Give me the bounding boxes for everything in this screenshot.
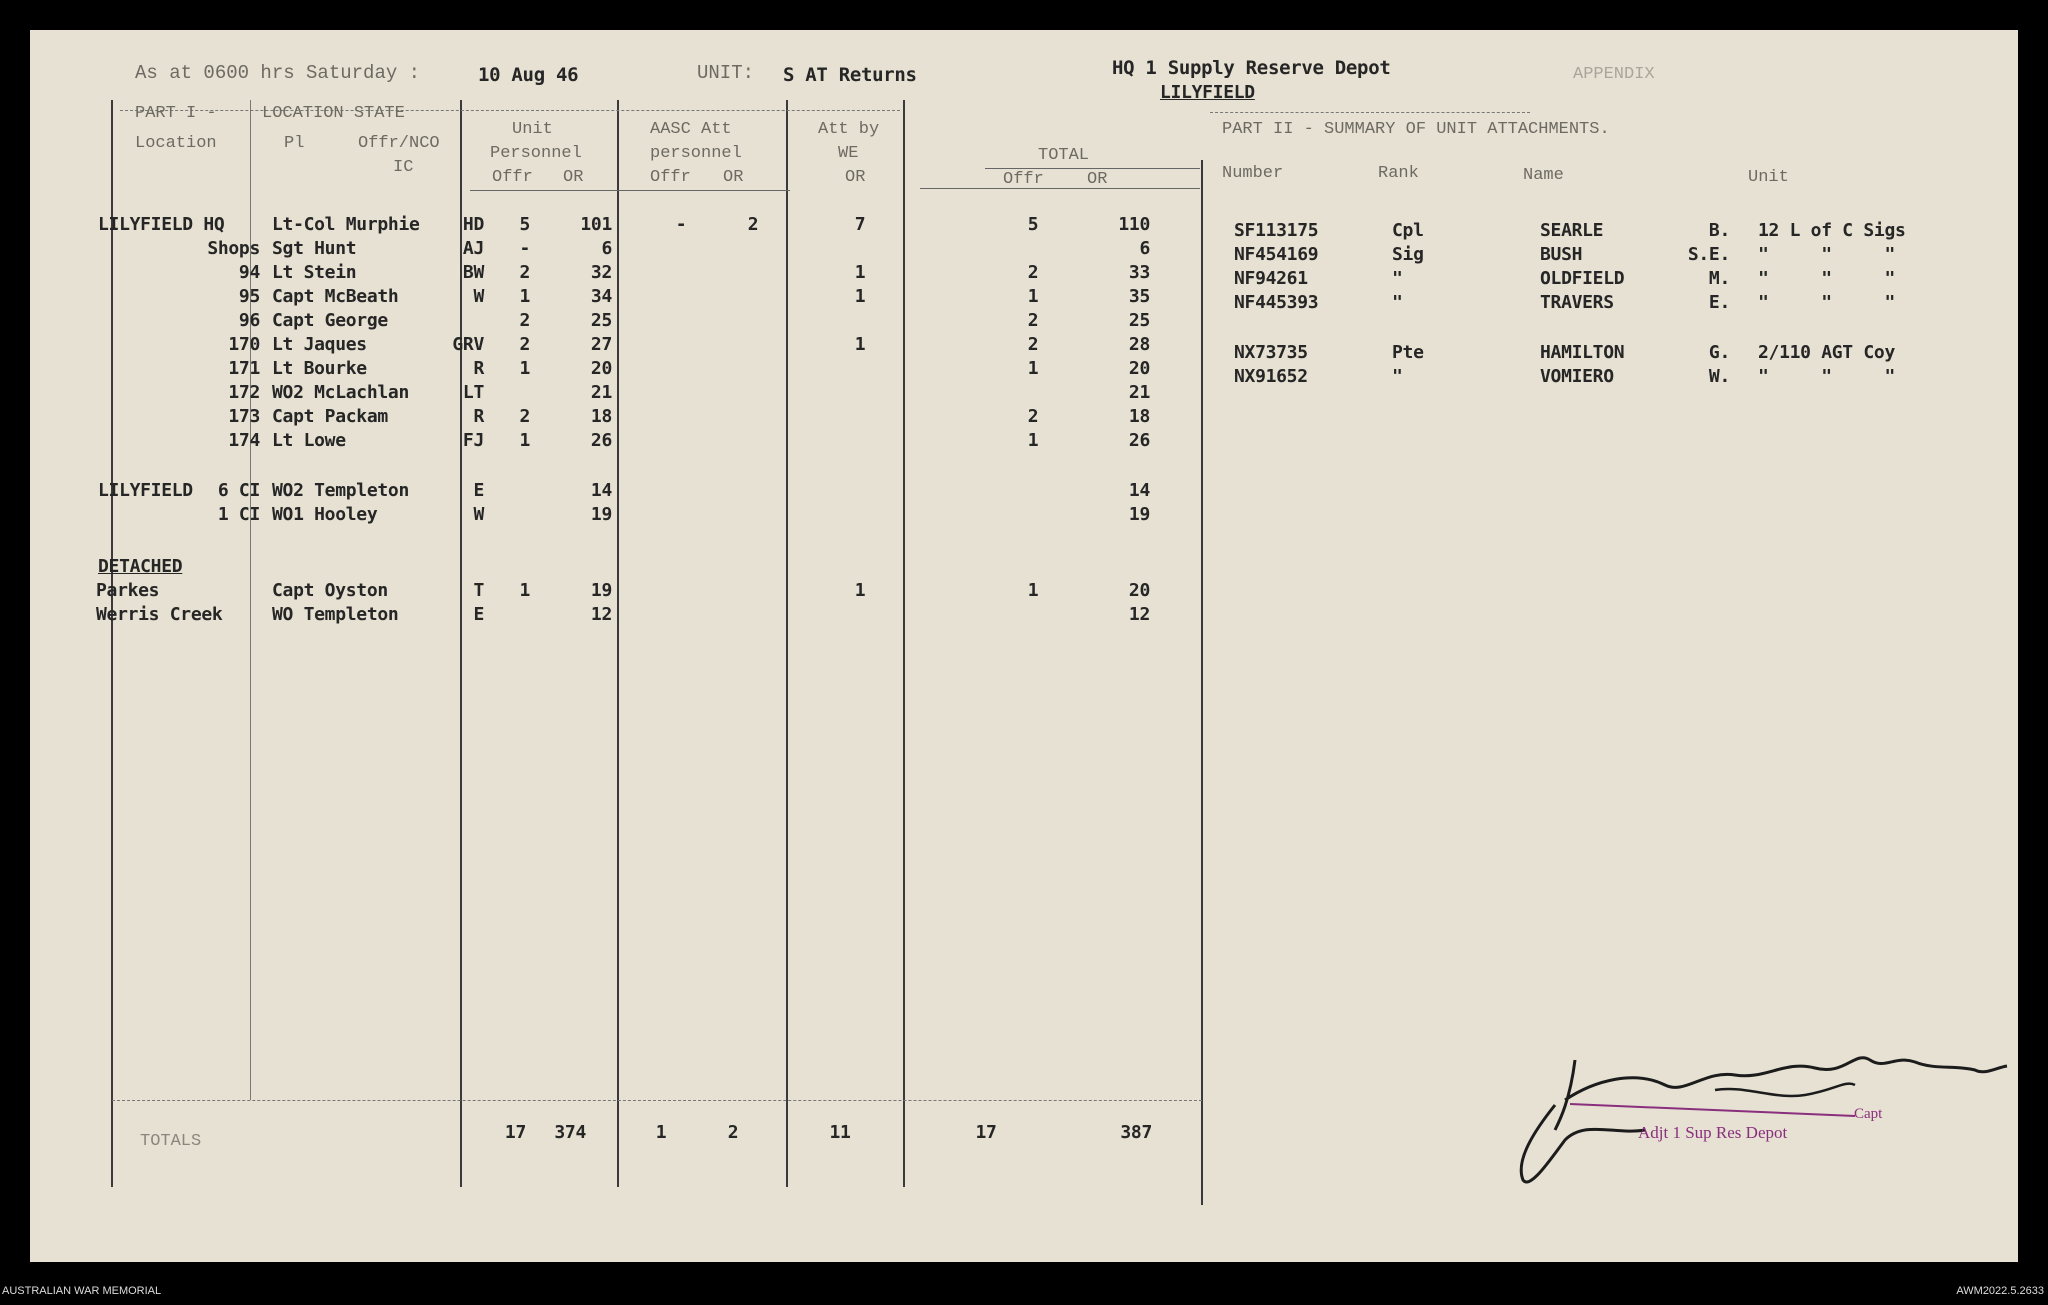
surname-cell: OLDFIELD	[1540, 268, 1625, 289]
officer-in-charge-cell: WO1 Hooley	[272, 504, 378, 525]
initials-cell: FJ	[462, 430, 484, 451]
officer-in-charge-cell: Lt Lowe	[272, 430, 346, 451]
rank-cell: "	[1392, 292, 1403, 313]
total-or-cell: 33	[1128, 262, 1150, 283]
footer-id: AWM2022.5.2633	[1956, 1285, 2044, 1297]
service-number-cell: NF454169	[1234, 244, 1319, 265]
service-number-cell: NF445393	[1234, 292, 1319, 313]
platoon-cell: 172	[228, 382, 260, 403]
rank-cell: Cpl	[1392, 220, 1424, 241]
part1-title: PART I -	[135, 104, 217, 123]
attwe-or-cell: 1	[854, 286, 866, 307]
totals-label: TOTALS	[140, 1132, 202, 1151]
unit-cell: " " "	[1758, 292, 1895, 313]
total-offr-cell: 2	[1027, 262, 1039, 283]
total-or-cell: 110	[1118, 214, 1150, 235]
col-divider	[903, 100, 905, 1187]
total-or-cell: 20	[1128, 580, 1150, 601]
col-total-header: TOTAL	[1038, 146, 1090, 165]
platoon-cell: 171	[228, 358, 260, 379]
unit-or-cell: 19	[590, 504, 612, 525]
unit-or-cell: 19	[590, 580, 612, 601]
unit-offr-cell: 2	[519, 310, 530, 331]
officer-in-charge-cell: Lt Bourke	[272, 358, 367, 379]
unit-or-cell: 101	[580, 214, 612, 235]
signature-drawing	[1515, 1040, 2015, 1200]
unit-or-cell: 20	[590, 358, 612, 379]
unit-or-cell: 14	[590, 480, 612, 501]
platoon-cell: 96	[238, 310, 260, 331]
officer-in-charge-cell: Sgt Hunt	[272, 238, 357, 259]
unit-cell: " " "	[1758, 244, 1895, 265]
total-or-cell: 14	[1128, 480, 1150, 501]
sub-or: OR	[1087, 170, 1108, 189]
subheader-rule	[470, 190, 790, 191]
total-aasc-offr: 1	[655, 1122, 667, 1143]
initial-cell: G.	[1708, 342, 1730, 363]
surname-cell: HAMILTON	[1540, 342, 1625, 363]
service-number-cell: SF113175	[1234, 220, 1319, 241]
location-cell: DETACHED	[98, 556, 183, 577]
col-divider	[1201, 160, 1203, 1205]
unit-or-cell: 12	[590, 604, 612, 625]
col-pl-header: Pl	[284, 134, 305, 153]
col-attwe-header-b: WE	[838, 144, 859, 163]
officer-in-charge-cell: WO2 McLachlan	[272, 382, 409, 403]
platoon-cell: 174	[228, 430, 260, 451]
total-offr-cell: 2	[1027, 310, 1039, 331]
surname-cell: VOMIERO	[1540, 366, 1614, 387]
total-unit-offr: 17	[504, 1122, 526, 1143]
initials-cell: LT	[462, 382, 484, 403]
rank-cell: "	[1392, 268, 1403, 289]
col-unit-header: Unit	[1748, 168, 1789, 187]
signature-title-stamp: Adjt 1 Sup Res Depot	[1638, 1123, 1788, 1142]
total-or-cell: 18	[1128, 406, 1150, 427]
initials-cell: R	[473, 406, 484, 427]
col-rank-header: Rank	[1378, 164, 1419, 183]
initials-cell: W	[473, 286, 484, 307]
col-divider	[617, 100, 619, 1187]
col-attwe-header: Att by	[818, 120, 880, 139]
col-aasc-header: AASC Att	[650, 120, 732, 139]
total-offr-cell: 2	[1027, 334, 1039, 355]
total-or-cell: 19	[1128, 504, 1150, 525]
total-unit-or: 374	[554, 1122, 586, 1143]
unit-value: S AT Returns	[783, 64, 917, 86]
rank-cell: Pte	[1392, 342, 1424, 363]
total-or-cell: 21	[1128, 382, 1150, 403]
platoon-cell: 94	[238, 262, 260, 283]
unit-offr-cell: 1	[519, 580, 530, 601]
unit-or-cell: 32	[590, 262, 612, 283]
platoon-cell: Shops	[207, 238, 260, 259]
unit-offr-cell: 1	[519, 430, 530, 451]
attwe-or-cell: 1	[854, 580, 866, 601]
total-or-cell: 26	[1128, 430, 1150, 451]
unit-offr-cell: 1	[519, 286, 530, 307]
platoon-cell: 95	[238, 286, 260, 307]
total-total-offr: 17	[975, 1122, 997, 1143]
hq-location: LILYFIELD	[1160, 82, 1255, 103]
platoon-cell: 6 CI	[217, 480, 260, 501]
sub-or: OR	[723, 168, 744, 187]
officer-in-charge-cell: Lt Stein	[272, 262, 357, 283]
initials-cell: AJ	[462, 238, 484, 259]
initials-cell: BW	[462, 262, 484, 283]
unit-cell: " " "	[1758, 366, 1895, 387]
initial-cell: B.	[1708, 220, 1730, 241]
sub-offr: Offr	[650, 168, 691, 187]
total-offr-cell: 2	[1027, 406, 1039, 427]
sub-offr: Offr	[1003, 170, 1044, 189]
surname-cell: SEARLE	[1540, 220, 1604, 241]
unit-label: UNIT:	[697, 62, 755, 84]
unit-or-cell: 27	[590, 334, 612, 355]
unit-or-cell: 25	[590, 310, 612, 331]
rank-cell: Sig	[1392, 244, 1424, 265]
unit-offr-cell: 2	[519, 262, 530, 283]
initials-cell: T	[473, 580, 484, 601]
sub-or: OR	[563, 168, 584, 187]
platoon-cell: 1 CI	[217, 504, 260, 525]
attwe-or-cell: 7	[854, 214, 866, 235]
col-number-header: Number	[1222, 164, 1284, 183]
col-aasc-header-b: personnel	[650, 144, 742, 163]
footer-source: AUSTRALIAN WAR MEMORIAL	[2, 1285, 162, 1297]
initial-cell: M.	[1708, 268, 1730, 289]
col-unit-header: Unit	[512, 120, 553, 139]
total-or-cell: 12	[1128, 604, 1150, 625]
attwe-or-cell: 1	[854, 334, 866, 355]
aasc-offr-cell: -	[675, 214, 687, 235]
officer-in-charge-cell: Capt McBeath	[272, 286, 399, 307]
totals-rule	[112, 1100, 1202, 1101]
location-cell: LILYFIELD	[98, 480, 193, 501]
total-attwe-or: 11	[829, 1122, 851, 1143]
unit-offr-cell: 5	[519, 214, 530, 235]
initial-cell: S.E.	[1687, 244, 1730, 265]
officer-in-charge-cell: WO Templeton	[272, 604, 399, 625]
surname-cell: TRAVERS	[1540, 292, 1614, 313]
attwe-or-cell: 1	[854, 262, 866, 283]
col-offr-nco-header: Offr/NCO	[358, 134, 440, 153]
initials-cell: E	[473, 480, 484, 501]
subheader-rule	[920, 188, 1200, 189]
hq-title: HQ 1 Supply Reserve Depot	[1112, 57, 1391, 79]
total-offr-cell: 1	[1027, 358, 1039, 379]
unit-or-cell: 21	[590, 382, 612, 403]
officer-in-charge-cell: Capt Packam	[272, 406, 388, 427]
unit-offr-cell: -	[519, 238, 530, 259]
officer-in-charge-cell: WO2 Templeton	[272, 480, 409, 501]
total-or-cell: 35	[1128, 286, 1150, 307]
unit-offr-cell: 1	[519, 358, 530, 379]
report-date: 10 Aug 46	[478, 64, 579, 86]
sub-or: OR	[845, 168, 866, 187]
initial-cell: E.	[1708, 292, 1730, 313]
location-cell: LILYFIELD HQ	[98, 214, 225, 235]
col-name-header: Name	[1523, 166, 1564, 185]
platoon-cell: 173	[228, 406, 260, 427]
officer-in-charge-cell: Capt George	[272, 310, 388, 331]
platoon-cell: 170	[228, 334, 260, 355]
service-number-cell: NF94261	[1234, 268, 1308, 289]
total-offr-cell: 1	[1027, 286, 1039, 307]
total-or-cell: 6	[1139, 238, 1150, 259]
part1-subtitle: LOCATION STATE	[262, 104, 405, 123]
initial-cell: W.	[1708, 366, 1730, 387]
unit-cell: 12 L of C Sigs	[1758, 220, 1906, 241]
initials-cell: GRV	[452, 334, 484, 355]
part2-title: PART II - SUMMARY OF UNIT ATTACHMENTS.	[1222, 120, 1610, 139]
unit-or-cell: 18	[590, 406, 612, 427]
total-rule	[985, 168, 1200, 169]
total-aasc-or: 2	[727, 1122, 739, 1143]
service-number-cell: NX73735	[1234, 342, 1308, 363]
location-cell: Werris Creek	[96, 604, 223, 625]
location-cell: Parkes	[96, 580, 160, 601]
unit-or-cell: 6	[601, 238, 612, 259]
unit-offr-cell: 2	[519, 334, 530, 355]
header-rule	[120, 110, 900, 111]
total-offr-cell: 1	[1027, 430, 1039, 451]
unit-cell: " " "	[1758, 268, 1895, 289]
initials-cell: R	[473, 358, 484, 379]
total-or-cell: 28	[1128, 334, 1150, 355]
col-ic-header: IC	[393, 158, 414, 177]
initials-cell: W	[473, 504, 484, 525]
header-rule	[1210, 112, 1530, 113]
unit-or-cell: 34	[590, 286, 612, 307]
aasc-or-cell: 2	[747, 214, 759, 235]
unit-or-cell: 26	[590, 430, 612, 451]
unit-offr-cell: 2	[519, 406, 530, 427]
total-or-cell: 25	[1128, 310, 1150, 331]
col-location-header: Location	[135, 134, 217, 153]
rank-cell: "	[1392, 366, 1403, 387]
total-offr-cell: 1	[1027, 580, 1039, 601]
signature-rank: Capt	[1854, 1106, 1883, 1122]
officer-in-charge-cell: Capt Oyston	[272, 580, 388, 601]
total-or-cell: 20	[1128, 358, 1150, 379]
officer-in-charge-cell: Lt-Col Murphie	[272, 214, 420, 235]
unit-cell: 2/110 AGT Coy	[1758, 342, 1895, 363]
total-total-or: 387	[1120, 1122, 1152, 1143]
col-divider	[111, 100, 113, 1187]
appendix-label: APPENDIX	[1573, 65, 1655, 84]
surname-cell: BUSH	[1540, 244, 1583, 265]
sub-offr: Offr	[492, 168, 533, 187]
service-number-cell: NX91652	[1234, 366, 1308, 387]
col-unit-header-b: Personnel	[490, 144, 582, 163]
col-divider	[786, 100, 788, 1187]
total-offr-cell: 5	[1027, 214, 1039, 235]
initials-cell: E	[473, 604, 484, 625]
officer-in-charge-cell: Lt Jaques	[272, 334, 367, 355]
initials-cell: HD	[462, 214, 484, 235]
as-at-label: As at 0600 hrs Saturday :	[135, 62, 421, 84]
